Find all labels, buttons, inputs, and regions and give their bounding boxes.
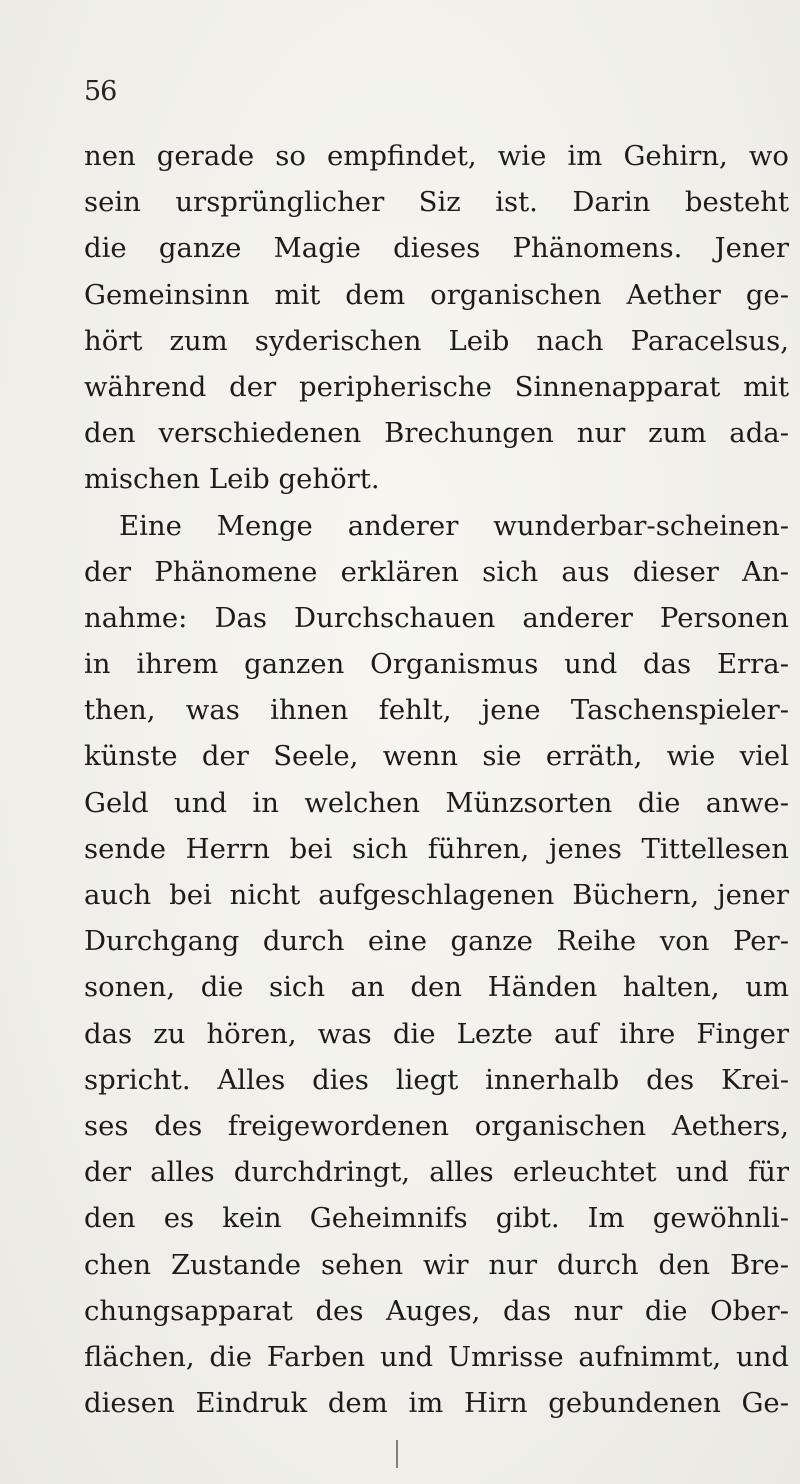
text-line: ses des freigewordenen organischen Aethers, (84, 1109, 789, 1142)
text-line: die ganze Magie dieses Phänomens. Jener (84, 232, 789, 265)
text-line: then, was ihnen fehlt, jene Taschenspieler- (84, 694, 789, 727)
text-line: das zu hören, was die Lezte auf ihre Finger (84, 1017, 789, 1050)
text-line: diesen Eindruk dem im Hirn gebundenen Ge- (84, 1387, 789, 1420)
text-line: nahme: Das Durchschauen anderer Personen (84, 601, 789, 634)
text-line: Durchgang durch eine ganze Reihe von Per- (84, 925, 789, 958)
text-line: sonen, die sich an den Händen halten, um (84, 971, 789, 1004)
text-line: hört zum syderischen Leib nach Paracelsus, (84, 324, 789, 357)
text-line: Geld und in welchen Münzsorten die anwe- (84, 786, 789, 819)
text-line: chungsapparat des Auges, das nur die Ober- (84, 1294, 789, 1327)
text-line: sein ursprünglicher Siz ist. Darin besteht (84, 186, 789, 219)
text-line: sende Herrn bei sich führen, jenes Tittellesen (84, 832, 789, 865)
text-line: in ihrem ganzen Organismus und das Erra- (84, 648, 789, 681)
paragraph-first-line: Eine Menge anderer wunderbar-scheinen- (119, 509, 789, 542)
text-line: chen Zustande sehen wir nur durch den Bre- (84, 1248, 789, 1281)
text-line: der alles durchdringt, alles erleuchtet und für (84, 1156, 789, 1189)
text-line: Gemeinsinn mit dem organischen Aether ge- (84, 278, 789, 311)
text-line: spricht. Alles dies liegt innerhalb des Krei- (84, 1063, 789, 1096)
text-line: auch bei nicht aufgeschlagenen Büchern, jener (84, 879, 789, 911)
body-text (84, 133, 789, 1426)
page-number: 56 (84, 76, 117, 107)
paragraph-last-line: mischen Leib gehört. (84, 463, 380, 496)
text-line: den verschiedenen Brechungen nur zum ada- (84, 417, 789, 450)
text-line: künste der Seele, wenn sie erräth, wie viel (84, 740, 789, 773)
text-line: flächen, die Farben und Umrisse aufnimmt, und (84, 1340, 789, 1373)
text-line: der Phänomene erklären sich aus dieser An- (84, 555, 789, 588)
text-line: nen gerade so empfindet, wie im Gehirn, wo (84, 140, 789, 172)
print-mark (395, 1440, 399, 1468)
text-line: während der peripherische Sinnenapparat mit (84, 370, 789, 403)
text-line: den es kein Geheimnifs gibt. Im gewöhnli- (84, 1202, 789, 1235)
